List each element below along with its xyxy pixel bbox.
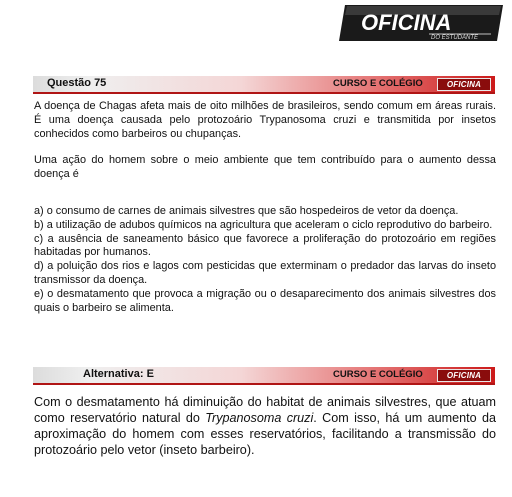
option-e: e) o desmatamento que provoca a migração ou o desaparecimento dos animais silvestres dos quais o barbeiro se alimenta. [34, 287, 496, 314]
oficina-logo [339, 3, 503, 43]
question-paragraph-1: A doença de Chagas afeta mais de oito milhões de brasileiros, sendo comum em áreas rurais. É uma doença causada pelo protozoário Trypanosoma cruzi e transmitida por insetos conhecidos como barbeiros ou chupanças. [34, 100, 496, 140]
answer-part-2: . Com isso, há um aumento da aproximação do homem com esses reservatórios, facilitando a transmissão do protozoário pelo vetor (inseto barbeiro). [34, 411, 496, 457]
option-a: a) o consumo de carnes de animais silvestres que são hospedeiros de vetor da doença. [34, 205, 459, 217]
option-b: b) a utilização de adubos químicos na agricultura que aceleram o ciclo reprodutivo do barbeiro. [34, 218, 493, 231]
answer-header-bar [33, 367, 495, 385]
mini-logo: OFICINA [437, 369, 491, 382]
logo-word: OFICINA [361, 10, 452, 35]
logo-sub: DO ESTUDANTE [431, 35, 479, 41]
answer-part-1: Com o desmatamento há diminuição do habitat de animais silvestres, que atuam como reservatório natural do [34, 395, 496, 425]
options-list [34, 205, 496, 315]
question-number: Questão 75 [47, 77, 107, 89]
question-header-bar [33, 76, 495, 94]
mini-logo: OFICINA [437, 78, 491, 91]
answer-species-name: Trypanosoma cruzi [205, 411, 314, 425]
answer-explanation [34, 394, 496, 458]
course-label: CURSO E COLÉGIO [333, 78, 423, 89]
question-paragraph-2: Uma ação do homem sobre o meio ambiente que tem contribuído para o aumento dessa doença é [34, 154, 496, 180]
answer-label: Alternativa: E [83, 368, 154, 380]
option-c: c) a ausência de saneamento básico que favorece a proliferação do protozoário em regiões habitadas por humanos. [34, 232, 496, 259]
course-label: CURSO E COLÉGIO [333, 369, 423, 380]
option-d: d) a poluição dos rios e lagos com pesticidas que exterminam o predador das larvas do inseto transmissor da doença. [34, 260, 496, 286]
